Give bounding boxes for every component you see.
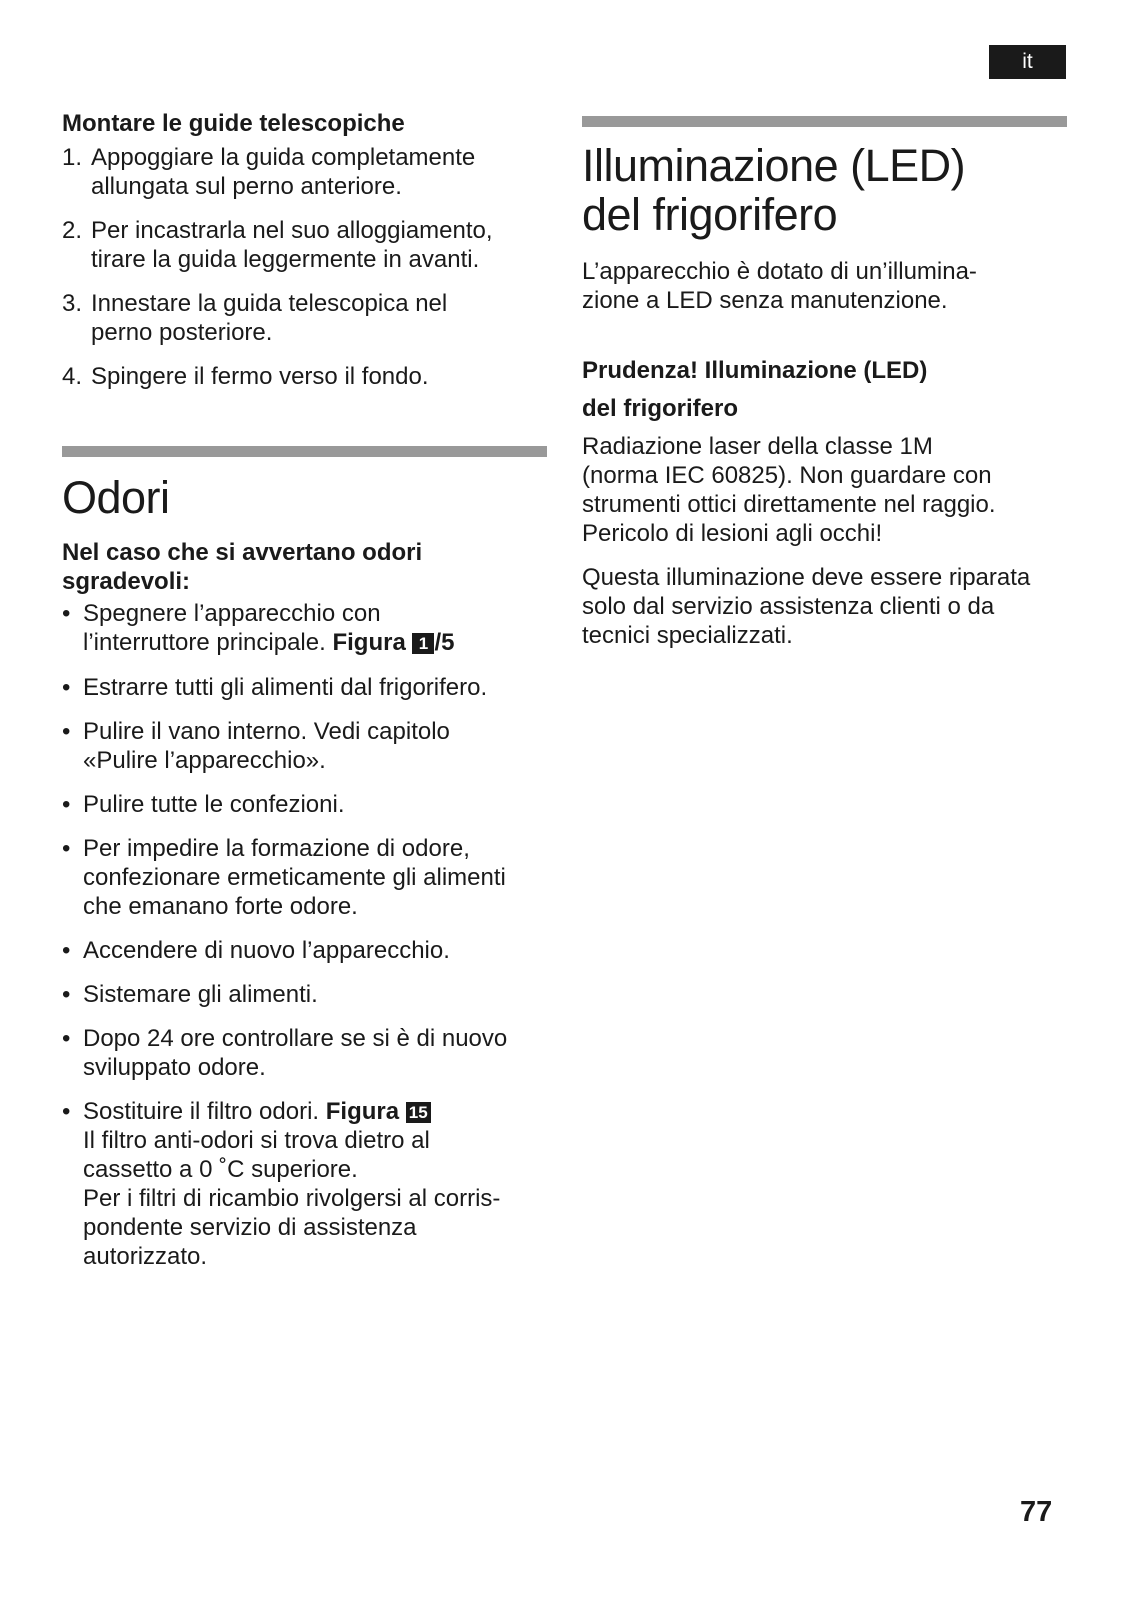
figure-number-box: 1 — [412, 633, 434, 654]
led-title: Illuminazione (LED) del frigorifero — [582, 140, 966, 240]
odori-bullet-7: • Sistemare gli alimenti. — [62, 981, 318, 1008]
odori-bullet-4: • Pulire tutte le confezioni. — [62, 791, 345, 818]
step-text: Per incastrarla nel suo alloggiamento, — [91, 217, 493, 244]
bullet-dot: • — [62, 937, 71, 964]
step-text: Innestare la guida telescopica nel — [91, 290, 448, 317]
repair-text: Questa illuminazione deve essere riparata solo dal servizio assistenza clienti o da tecnici specializzati. — [582, 564, 1031, 649]
mount-step-1 — [62, 143, 547, 201]
step-text: Appoggiare la guida completamente — [91, 144, 476, 171]
step-text: tirare la guida leggermente in avanti. — [91, 246, 480, 273]
odori-bullet-6: • Accendere di nuovo l’apparecchio. — [62, 937, 450, 964]
mount-step-4 — [62, 362, 547, 391]
odori-bullet-5: • Per impedire la formazione di odore, confezionare ermeticamente gli alimenti che emanano forte odore. — [62, 835, 506, 920]
step-text: allungata sul perno anteriore. — [91, 173, 402, 200]
odori-bullet-1: • Spegnere l’apparecchio con l’interruttore principale. Figura 1 /5 — [62, 600, 455, 656]
step-number: 1. — [62, 144, 83, 171]
odori-bullet-9: • Sostituire il filtro odori. Figura 15 Il filtro anti-odori si trova dietro al cassetto a 0 ˚C superiore. Per i filtri di ricambio rivolgersi al corris- pondente servizio di assistenza autorizzato. — [62, 1098, 501, 1270]
language-tab: it — [989, 45, 1066, 79]
odori-bullet-8: • Dopo 24 ore controllare se si è di nuovo sviluppato odore. — [62, 1025, 508, 1081]
section-divider — [62, 446, 547, 457]
caution-heading: Prudenza! Illuminazione (LED) del frigorifero — [582, 357, 928, 422]
caution-text: Radiazione laser della classe 1M (norma IEC 60825). Non guardare con strumenti ottici direttamente nel raggio. Pericolo di lesioni agli occhi! — [582, 433, 996, 547]
step-text: perno posteriore. — [91, 319, 273, 346]
odori-bullet-3: • Pulire il vano interno. Vedi capitolo «Pulire l’apparecchio». — [62, 718, 450, 774]
step-number: 2. — [62, 217, 83, 244]
figure-number-box: 15 — [406, 1102, 431, 1123]
mount-guides-heading: Montare le guide telescopiche — [62, 110, 405, 137]
mount-step-3 — [62, 289, 547, 347]
bullet-dot: • — [62, 835, 71, 862]
page-number: 77 — [1020, 1496, 1053, 1528]
led-intro: L’apparecchio è dotato di un’illumina- zione a LED senza manutenzione. — [582, 258, 977, 314]
bullet-dot: • — [62, 981, 71, 1008]
figure-reference: Figura 15 — [326, 1098, 431, 1125]
mount-step-2 — [62, 216, 547, 274]
bullet-dot: • — [62, 600, 71, 627]
bullet-dot: • — [62, 1025, 71, 1052]
bullet-dot: • — [62, 1098, 71, 1125]
odori-title: Odori — [62, 472, 170, 523]
bullet-dot: • — [62, 791, 71, 818]
odori-bullet-2: • Estrarre tutti gli alimenti dal frigorifero. — [62, 674, 488, 701]
bullet-dot: • — [62, 718, 71, 745]
step-text: Spingere il fermo verso il fondo. — [91, 363, 429, 390]
odori-intro: Nel caso che si avvertano odori sgradevoli: — [62, 539, 423, 595]
section-divider — [582, 116, 1067, 127]
bullet-dot: • — [62, 674, 71, 701]
step-number: 3. — [62, 290, 83, 317]
step-number: 4. — [62, 363, 83, 390]
figure-reference: Figura 1 /5 — [332, 629, 455, 656]
